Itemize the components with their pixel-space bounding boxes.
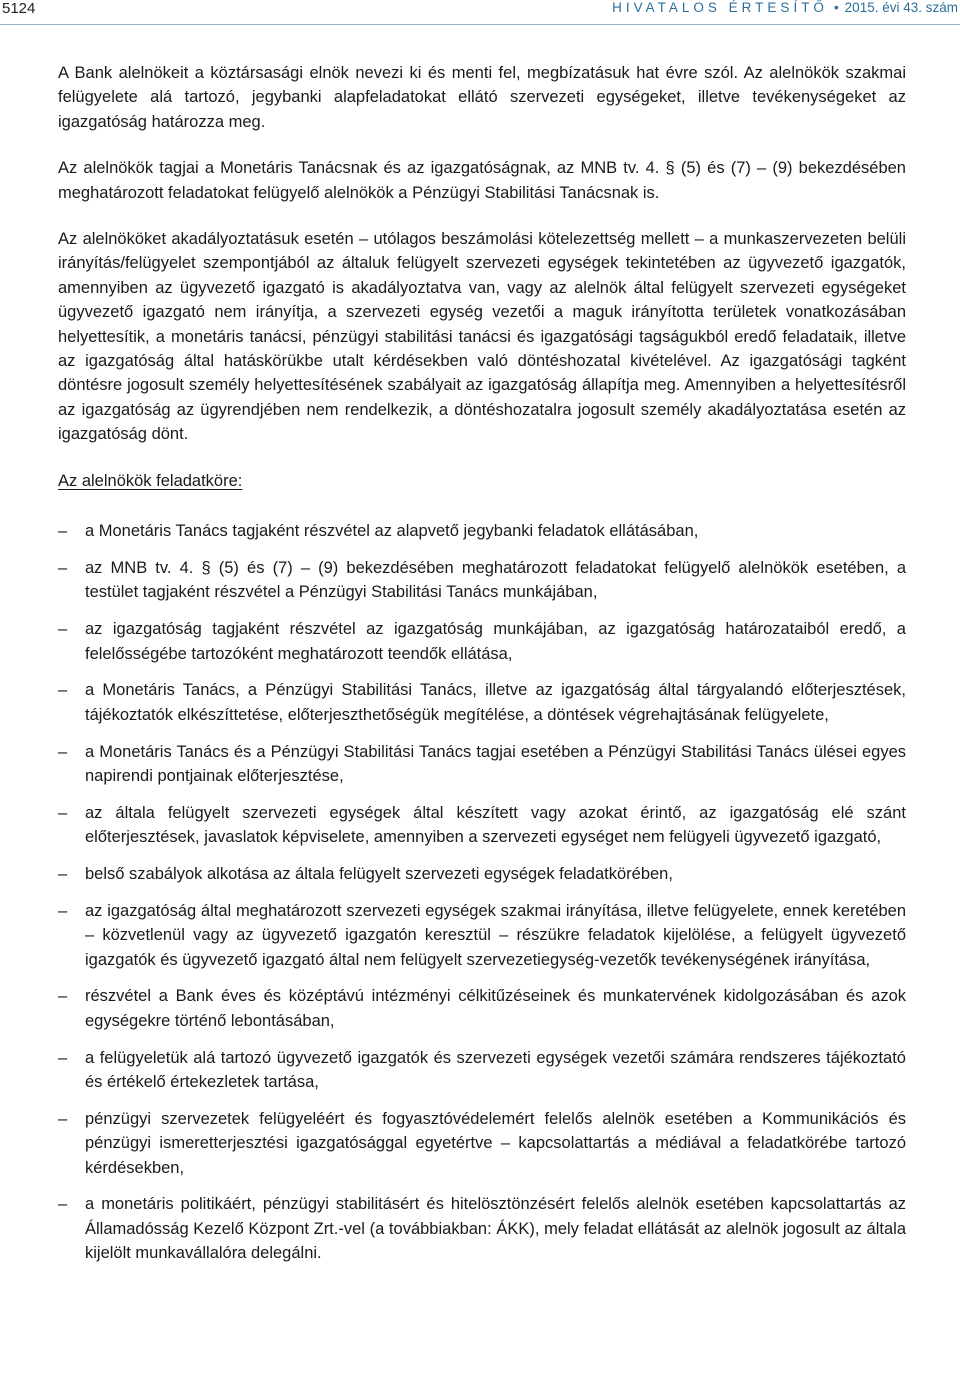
journal-issue: 2015. évi 43. szám — [844, 0, 958, 15]
paragraph-appointment: A Bank alelnökeit a köztársasági elnök nevezi ki és menti fel, megbízatásuk hat évre szól. Az alelnökök szakmai felügyelete alá tartozó, jegybanki alapfeladatokat ellátó szervezeti egységeket, illetve tevékenységeket az igazgatóság határozza meg. — [58, 64, 906, 131]
journal-reference — [612, 0, 958, 15]
list-dash: ‒ — [58, 681, 68, 700]
list-item-text: az általa felügyelt szervezeti egységek által készített vagy azokat érintő, az igazgatóság elé szánt előterjesztések, javaslatok képviselete, amennyiben a szervezeti egységet nem felügyeli ügyvezető igazgató, — [85, 803, 906, 847]
list-dash: ‒ — [58, 803, 68, 822]
list-item — [58, 801, 906, 850]
list-item — [58, 617, 906, 666]
page-number: 5124 — [2, 0, 36, 17]
duties-list — [58, 519, 906, 1265]
list-dash: ‒ — [58, 1109, 68, 1128]
list-dash: ‒ — [58, 558, 68, 577]
list-dash: ‒ — [58, 742, 68, 761]
list-item — [58, 899, 906, 972]
list-dash: ‒ — [58, 620, 68, 639]
list-item-text: a Monetáris Tanács tagjaként részvétel az alapvető jegybanki feladatok ellátásában, — [85, 522, 699, 541]
list-item-text: a Monetáris Tanács, a Pénzügyi Stabilitási Tanács, illetve az igazgatóság által tárgyalandó előterjesztések, tájékoztatók elkészíttetése, előterjeszthetőségük megítélése, a döntések végrehajtásának felügyelete, — [85, 681, 906, 724]
section-heading: Az alelnökök feladatköre: — [58, 471, 243, 490]
list-dash: ‒ — [58, 1195, 68, 1214]
header-rule — [0, 24, 960, 25]
list-item — [58, 1107, 906, 1180]
list-item — [58, 1046, 906, 1095]
list-dash: ‒ — [58, 864, 68, 883]
list-dash: ‒ — [58, 1048, 68, 1067]
list-item-text: a felügyeletük alá tartozó ügyvezető igazgatók és szervezeti egységek vezetői számára rendszeres tájékoztató és értékelő értekezletek tartása, — [85, 1048, 906, 1091]
list-item-text: belső szabályok alkotása az általa felügyelt szervezeti egységek feladatkörében, — [85, 864, 673, 883]
list-item — [58, 519, 906, 543]
journal-separator: • — [833, 0, 839, 15]
list-item — [58, 556, 906, 605]
list-item-text: az igazgatóság tagjaként részvétel az igazgatóság munkájában, az igazgatóság határozataiból eredő, a felelősségébe tartozóként meghatározott teendők ellátása, — [85, 620, 906, 663]
journal-title: HIVATALOS ÉRTESÍTŐ — [612, 0, 828, 15]
paragraph-substitution: Az alelnököket akadályoztatásuk esetén – utólagos beszámolási kötelezettség mellett – a munkaszervezeten belüli irányítás/felügyelet szempontjából az általuk felügyelt szervezeti egységek tekintetében az ügyvezető igazgatók, amennyiben az ügyvezető igazgató is akadályoztatva van, vagy az alelnök által felügyelt szervezeti egységeket ügyvezető igazgató nem irányítja, a szervezeti egység vezetői a maguk irányította területek vonatkozásában helyettesítik, a monetáris tanácsi, pénzügyi stabilitási tanácsi és igazgatósági tagságukból eredő feladataik, illetve az igazgatóság által hatáskörükbe utalt kérdésekben való döntéshozatal kivételével. Az igazgatósági tagként döntésre jogosult személy helyettesítésének szabályait az igazgatóság állapítja meg. Amennyiben a helyettesítésről az igazgatóság az ügyrendjében nem rendelkezik, a döntéshozatalra jogosult személy akadályoztatása esetén az igazgatóság dönt. — [58, 230, 906, 444]
list-item-text: a monetáris politikáért, pénzügyi stabilitásért és hitelösztönzésért felelős alelnök esetében kapcsolattartás az Államadósság Kezelő Központ Zrt.-vel (a továbbiakban: ÁKK), mely feladat ellátását az alelnök jogosult az általa kijelölt munkavállalóra delegálni. — [85, 1195, 906, 1263]
document-body — [58, 61, 906, 1278]
list-item — [58, 1192, 906, 1265]
list-item-text: az igazgatóság által meghatározott szervezeti egységek szakmai irányítása, illetve felügyelete, ennek keretében – közvetlenül vagy az ügyvezető igazgatón keresztül – részükre feladatok kijelölése, a felügyelt ügyvezető igazgatók és ügyvezető igazgató által nem felügyelt szervezetiegység-vezetők tevékenységének irányítása, — [85, 901, 906, 969]
list-item — [58, 862, 906, 886]
paragraph-membership: Az alelnökök tagjai a Monetáris Tanácsnak és az igazgatóságnak, az MNB tv. 4. § (5) és (7) – (9) bekezdésében meghatározott feladatokat felügyelő alelnökök a Pénzügyi Stabilitási Tanácsnak is. — [58, 159, 906, 202]
list-dash: ‒ — [58, 901, 68, 920]
list-dash: ‒ — [58, 522, 68, 541]
page-header — [0, 0, 960, 22]
list-item — [58, 984, 906, 1033]
list-item — [58, 678, 906, 727]
list-item-text: pénzügyi szervezetek felügyeléért és fogyasztóvédelemért felelős alelnök esetében a Kommunikációs és pénzügyi ismeretterjesztési igazgatósággal egyetértve – kapcsolattartás a médiával a feladatkörébe tartozó kérdésekben, — [85, 1109, 906, 1177]
list-item-text: az MNB tv. 4. § (5) és (7) – (9) bekezdésében meghatározott feladatokat felügyelő alelnökök esetében, a testület tagjaként részvétel a Pénzügyi Stabilitási Tanács munkájában, — [85, 558, 906, 602]
list-item-text: a Monetáris Tanács és a Pénzügyi Stabilitási Tanács tagjai esetében a Pénzügyi Stabilitási Tanács ülései egyes napirendi pontjainak előterjesztése, — [85, 742, 906, 785]
list-dash: ‒ — [58, 987, 68, 1006]
list-item-text: részvétel a Bank éves és középtávú intézményi célkitűzéseinek és munkatervének kidolgozásában és azok egységekre történő lebontásában, — [85, 987, 906, 1030]
list-item — [58, 740, 906, 789]
